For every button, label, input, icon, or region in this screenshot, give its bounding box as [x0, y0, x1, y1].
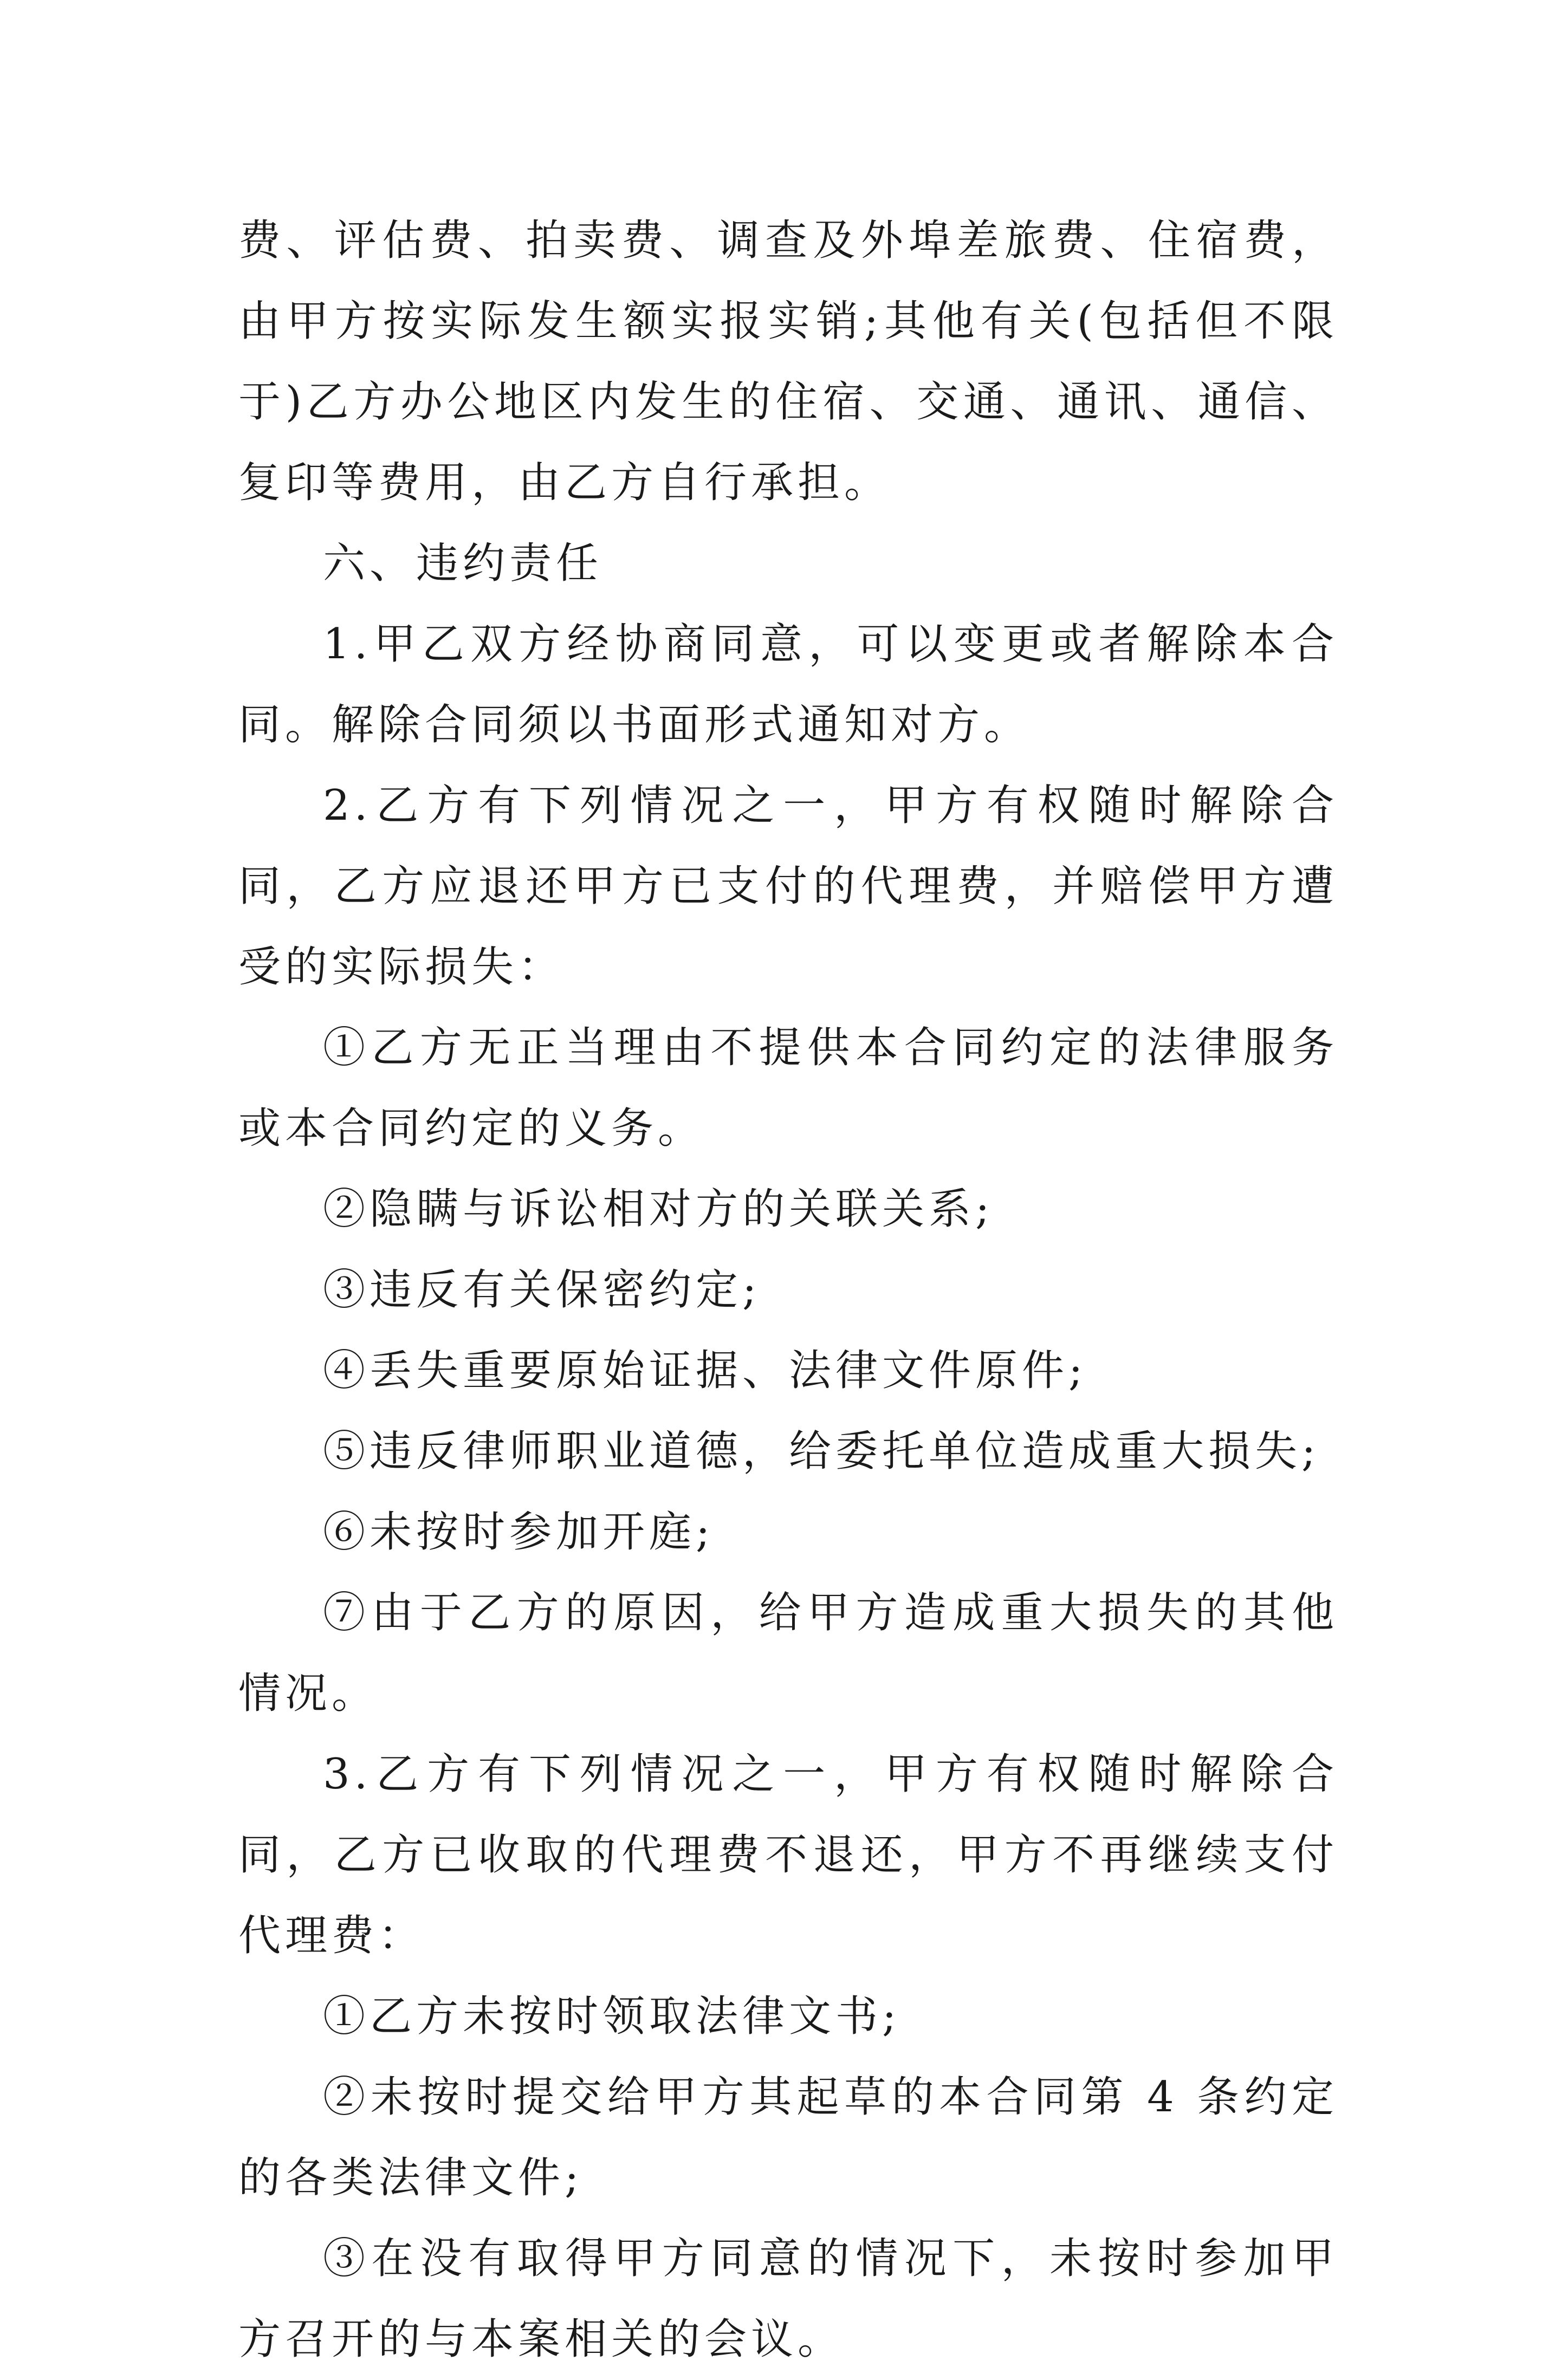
clause-2-item-4: ④丢失重要原始证据、法律文件原件; — [323, 1346, 1087, 1395]
clause-2-item-2: ②隐瞒与诉讼相对方的关联关系; — [323, 1185, 994, 1234]
clause-3-item-3: ③在没有取得甲方同意的情况下，未按时参加甲方召开的与本案相关的会议。 — [238, 2234, 1338, 2364]
section-heading-breach-liability: 六、违约责任 — [323, 539, 603, 588]
clause-3: 3.乙方有下列情况之一，甲方有权随时解除合同，乙方已收取的代理费不退还，甲方不再继续支付代理费： — [238, 1750, 1338, 1960]
paragraph-expenses-continued: 费、评估费、拍卖费、调查及外埠差旅费、住宿费，由甲方按实际发生额实报实销;其他有关(包括但不限于)乙方办公地区内发生的住宿、交通、通讯、通信、复印等费用，由乙方自行承担。 — [238, 216, 1338, 507]
document-body — [238, 200, 1338, 2380]
clause-2-item-6: ⑥未按时参加开庭; — [323, 1508, 715, 1557]
clause-2-item-1: ①乙方无正当理由不提供本合同约定的法律服务或本合同约定的义务。 — [238, 1023, 1338, 1153]
clause-2-item-3: ③违反有关保密约定; — [323, 1266, 761, 1314]
clause-3-item-1: ①乙方未按时领取法律文书; — [323, 1992, 901, 2041]
clause-2: 2.乙方有下列情况之一，甲方有权随时解除合同，乙方应退还甲方已支付的代理费，并赔偿甲方遭受的实际损失： — [238, 781, 1338, 991]
clause-1: 1.甲乙双方经协商同意，可以变更或者解除本合同。解除合同须以书面形式通知对方。 — [238, 620, 1338, 749]
clause-3-item-2: ②未按时提交给甲方其起草的本合同第 4 条约定的各类法律文件; — [238, 2073, 1338, 2202]
clause-2-item-5: ⑤违反律师职业道德，给委托单位造成重大损失; — [323, 1427, 1320, 1476]
clause-2-item-7: ⑦由于乙方的原因，给甲方造成重大损失的其他情况。 — [238, 1588, 1338, 1718]
